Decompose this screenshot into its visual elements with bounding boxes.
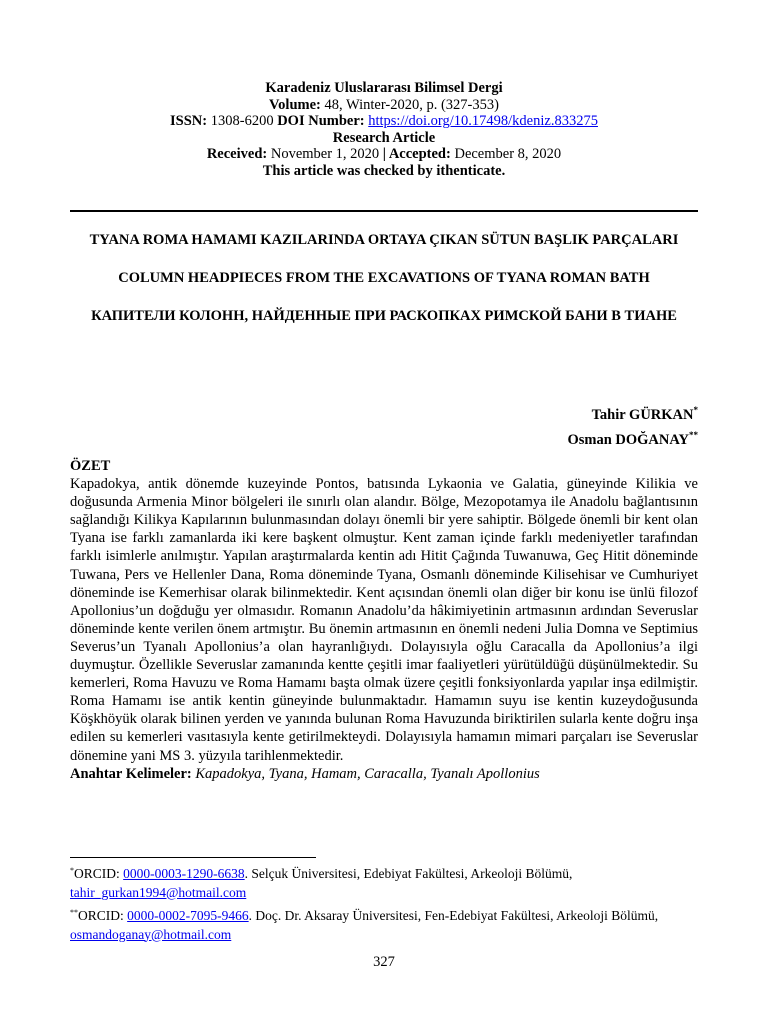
title-turkish: TYANA ROMA HAMAMI KAZILARINDA ORTAYA ÇIKAN SÜTUN BAŞLIK PARÇALARI — [89, 232, 679, 248]
received-value: November 1, 2020 — [267, 146, 383, 163]
journal-header — [70, 80, 698, 180]
abstract-heading: ÖZET — [70, 458, 111, 474]
footnote-1 — [70, 862, 698, 902]
issn-value: 1308-6200 — [207, 113, 278, 130]
ithenticate-note: This article was checked by ithenticate. — [262, 162, 506, 179]
volume-label: Volume: — [269, 96, 321, 113]
journal-title: Karadeniz Uluslararası Bilimsel Dergi — [265, 80, 503, 96]
keywords-label: Anahtar Kelimeler: — [70, 765, 192, 782]
doi-link[interactable]: https://doi.org/10.17498/kdeniz.833275 — [368, 113, 598, 130]
author-1-mark: * — [693, 405, 698, 415]
footnote-2-email-link[interactable]: osmandoganay@hotmail.com — [70, 926, 232, 942]
footnote-2-mark: ** — [70, 908, 78, 917]
author-2-name: Osman DOĞANAY — [567, 432, 689, 448]
author-1-name: Tahir GÜRKAN — [591, 407, 694, 423]
footnote-1-affiliation: . Selçuk Üniversitesi, Edebiyat Fakültesi, Arkeoloji Bölümü, — [244, 866, 573, 881]
issn-line — [70, 113, 698, 130]
accepted-value: December 8, 2020 — [450, 146, 562, 163]
footnote-2-affiliation: . Doç. Dr. Aksaray Üniversitesi, Fen-Edebiyat Fakültesi, Arkeoloji Bölümü, — [248, 908, 659, 923]
volume-value: 48, Winter-2020, p. (327-353) — [320, 96, 499, 113]
footnote-1-email-link[interactable]: tahir_gurkan1994@hotmail.com — [70, 884, 247, 900]
keywords-line — [70, 765, 698, 783]
abstract-section — [70, 457, 698, 783]
date-separator: | — [382, 146, 389, 163]
issn-label: ISSN: — [170, 113, 208, 130]
footnote-1-orcid-link[interactable]: 0000-0003-1290-6638 — [123, 866, 245, 881]
article-type: Research Article — [332, 129, 436, 146]
page-number: 327 — [373, 954, 395, 970]
accepted-label: Accepted: — [388, 146, 451, 163]
footnote-1-orcid-label: ORCID: — [74, 866, 124, 881]
footnote-2-orcid-link[interactable]: 0000-0002-7095-9466 — [127, 908, 249, 923]
title-english: COLUMN HEADPIECES FROM THE EXCAVATIONS OF TYANA ROMAN BATH — [118, 270, 650, 286]
author-list — [567, 400, 698, 450]
abstract-text: Kapadokya, antik dönemde kuzeyinde Pontos, batısında Lykaonia ve Galatia, güneyinde Kilikia ve doğusunda Armenia Minor bölgeleri ile sınırlı olan alandır. Bölge, Mezopotamya ile Anadolu bağlantısının sağlandığı Kilikya Kapılarının bulunmasından dolayı önemli bir yere sahiptir. Bölgede önemli bir kent olan Tyana ise farklı zamanlarda iki kere başkent olmuştur. Kent zaman içinde farklı medeniyetler tarafından farklı isimlerle anılmıştır. Yapılan araştırmalarda kentin adı Hitit Çağında Tuwanuwa, Geç Hitit döneminde Tuwana, Pers ve Hellenler Dana, Roma döneminde Tyana, Osmanlı döneminde Kilisehisar ve Cumhuriyet döneminde ise Kemerhisar olarak bilinmektedir. Kent açısından önemli olan diğer bir konu ise ünlü filozof Apollonius’un doğduğu yer olmasıdır. Romanın Anadolu’da hâkimiyetinin artmasının ardından Severuslar döneminde kente verilen önem artmıştır. Bu önemin artmasının en önemli nedeni Julia Domna ve Septimius Severus’un Tyanalı Apollonius’a olan hayranlığıydı. Dolayısıyla oğlu Caracalla da Apollonius’a ilgi duymuştur. Özellikle Severuslar zamanında kentte çeşitli imar faaliyetleri yürütüldüğü düşünülmektedir. Su kemerleri, Roma Havuzu ve Roma Hamamı başta olmak üzere çeşitli fonksiyonlarda yapılar inşa edilmiştir. Roma Hamamı ise antik kentin güneyinde bulunmaktadır. Hamamın suyu ise kentin kuzeydoğusunda Köşkhöyük olarak bilinen yerden ve yanında bulunan Roma Havuzunda biriktirilen sularla kente doğru inşa edilen su kemerleri vasıtasıyla kente getirilmekteydi. Dolayısıyla hamamın mimari parçaları ise Severuslar dönemine yani MS 3. yüzyıla tarihlenmektedir. — [70, 476, 698, 764]
footnote-1-mark: * — [70, 866, 74, 875]
footnote-divider — [70, 857, 316, 858]
footnotes — [70, 862, 698, 946]
keywords-value: Kapadokya, Tyana, Hamam, Caracalla, Tyanalı Apollonius — [191, 765, 540, 782]
author-2-mark: ** — [689, 430, 698, 440]
footnote-2 — [70, 904, 698, 944]
author-2 — [567, 425, 698, 450]
author-1 — [567, 400, 698, 425]
volume-line — [70, 97, 698, 114]
dates-line — [70, 146, 698, 163]
doi-label: DOI Number: — [277, 113, 365, 130]
title-russian: КАПИТЕЛИ КОЛОНН, НАЙДЕННЫЕ ПРИ РАСКОПКАХ РИМСКОЙ БАНИ В ТИАНЕ — [91, 308, 677, 324]
received-label: Received: — [206, 146, 268, 163]
article-titles — [70, 230, 698, 344]
footnote-2-orcid-label: ORCID: — [78, 908, 128, 923]
header-divider — [70, 210, 698, 212]
